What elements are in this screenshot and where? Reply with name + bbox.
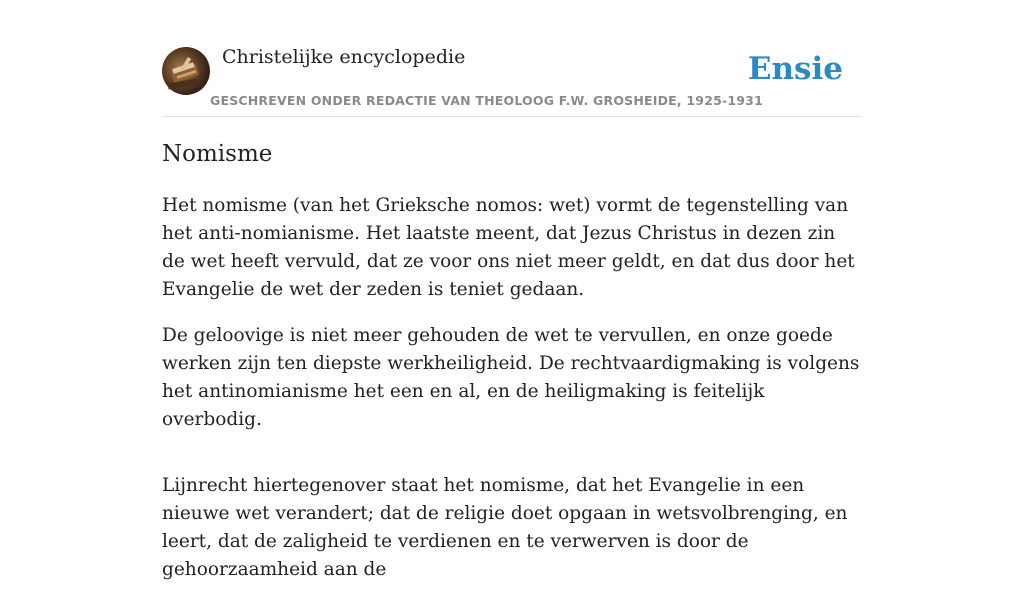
article	[162, 138, 862, 602]
site-header	[162, 46, 862, 117]
article-paragraph: De geloovige is niet meer gehouden de wet te vervullen, en onze goede werken zijn ten diepste werkheiligheid. De rechtvaardigmaking is volgens het antinomianisme het een en al, en de heiligmaking is feitelijk overbodig.	[162, 325, 860, 430]
encyclopedia-book-icon	[162, 47, 210, 95]
avatar[interactable]	[162, 47, 210, 95]
article-title: Nomisme	[162, 141, 273, 167]
article-paragraph: Lijnrecht hiertegenover staat het nomisme, dat het Evangelie in een nieuwe wet verandert; dat de religie doet opgaan in wetsvolbrenging, en leert, dat de zaligheid te verdienen en te verwerven is door de gehoorzaamheid aan de	[162, 475, 848, 580]
brand-logo[interactable]: Ensie	[747, 51, 843, 87]
article-paragraph: Het nomisme (van het Grieksche nomos: wet) vormt de tegenstelling van het anti-nomianisme. Het laatste meent, dat Jezus Christus in dezen zin de wet heeft vervuld, dat ze voor ons niet meer geldt, en dat dus door het Evangelie de wet der zeden is teniet gedaan.	[162, 195, 855, 300]
site-subtitle: GESCHREVEN ONDER REDACTIE VAN THEOLOOG F.W. GROSHEIDE, 1925-1931	[210, 93, 763, 108]
site-title[interactable]: Christelijke encyclopedie	[222, 46, 466, 68]
